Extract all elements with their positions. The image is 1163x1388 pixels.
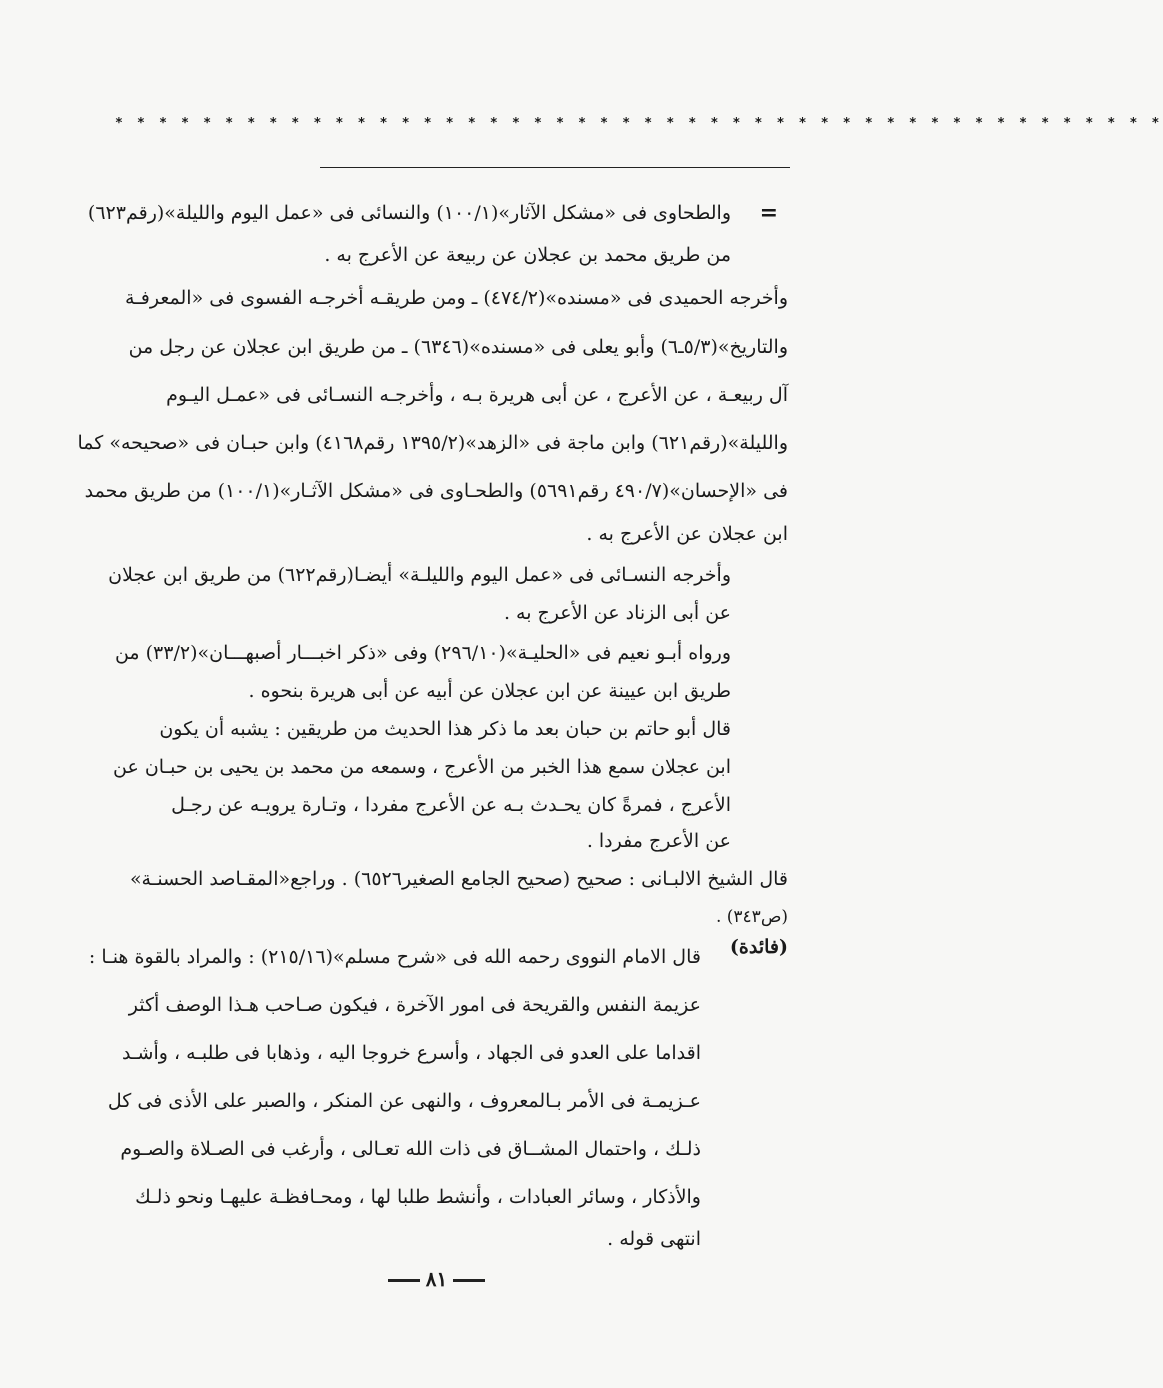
footnote-rule bbox=[320, 167, 790, 168]
text-line: عن أبى الزناد عن الأعرج به . bbox=[503, 602, 731, 624]
text-line: ابن عجلان سمع هذا الخبر من الأعرج ، وسمعه من محمد بن يحيى بن حبـان عن bbox=[112, 756, 731, 778]
text-line: والتاريخ»(٥/٣ـ٦) وأبو يعلى فى «مسنده»(٦٣٤٦) ـ من طريق ابن عجلان عن رجل من bbox=[128, 336, 788, 358]
text-line: وأخرجه النسـائى فى «عمل اليوم والليلـة» أيضـا(رقم٦٢٢) من طريق ابن عجلان bbox=[108, 564, 731, 586]
text-line: وأخرجه الحميدى فى «مسنده»(٤٧٤/٢) ـ ومن طريقـه أخرجـه الفسوى فى «المعرفـة bbox=[125, 287, 788, 309]
text-line: فى «الإحسان»(٤٩٠/٧ رقم٥٦٩١) والطحـاوى فى «مشكل الآثـار»(١٠٠/١) من طريق محمد bbox=[84, 480, 788, 502]
text-line: قال الامام النووى رحمه الله فى «شرح مسلم»(٢١٥/١٦) : والمراد بالقوة هنـا : bbox=[88, 946, 701, 968]
text-line: والطحاوى فى «مشكل الآثار»(١٠٠/١) والنسائى فى «عمل اليوم والليلة»(رقم٦٢٣) bbox=[87, 202, 731, 224]
text-line: عن الأعرج مفردا . bbox=[586, 830, 731, 852]
text-line: قال الشيخ الالبـانى : صحيح (صحيح الجامع الصغير٦٥٢٦) . وراجع«المقـاصد الحسنـة» bbox=[129, 868, 788, 890]
text-line: والأذكار ، وسائر العبادات ، وأنشط طلبا لها ، ومحـافظـة عليهـا ونحو ذلـك bbox=[135, 1186, 701, 1208]
text-line: من طريق محمد بن عجلان عن ربيعة عن الأعرج به . bbox=[324, 244, 731, 266]
text-line: الأعرج ، فمرةً كان يحـدث بـه عن الأعرج مفردا ، وتـارة يرويـه عن رجـل bbox=[171, 794, 731, 816]
star-divider: * * * * * * * * * * * * * * * * * * * * * * * * * * * * * * * * * * * * * * * * * * * * * * * * bbox=[115, 116, 1163, 131]
text-line: عزيمة النفس والقريحة فى امور الآخرة ، فيكون صـاحب هـذا الوصف أكثر bbox=[128, 994, 701, 1016]
text-line: ابن عجلان عن الأعرج به . bbox=[586, 523, 788, 545]
page-number-dash bbox=[388, 1279, 420, 1282]
text-line: قال أبو حاتم بن حبان بعد ما ذكر هذا الحديث من طريقين : يشبه أن يكون bbox=[159, 718, 731, 740]
text-line: ذلـك ، واحتمال المشــاق فى ذات الله تعـالى ، وأرغب فى الصـلاة والصـوم bbox=[120, 1138, 701, 1160]
page-number-dash bbox=[453, 1279, 485, 1282]
text-line: آل ربيعـة ، عن الأعرج ، عن أبى هريرة بـه ، وأخرجـه النسـائى فى «عمـل اليـوم bbox=[166, 384, 788, 406]
text-line: انتهى قوله . bbox=[607, 1228, 701, 1250]
text-line: طريق ابن عيينة عن ابن عجلان عن أبيه عن أبى هريرة بنحوه . bbox=[248, 680, 731, 702]
text-line: والليلة»(رقم٦٢١) وابن ماجة فى «الزهد»(١٣٩٥/٢ رقم٤١٦٨) وابن حبـان فى «صحيحه» كما bbox=[77, 432, 788, 454]
page-number bbox=[0, 1262, 873, 1296]
text-line: (ص٣٤٣) . bbox=[715, 907, 788, 927]
continuation-mark: = bbox=[759, 200, 778, 226]
text-line: ورواه أبـو نعيم فى «الحليـة»(٢٩٦/١٠) وفى «ذكر اخبـــار أصبهـــان»(٣٣/٢) من bbox=[114, 642, 731, 664]
text-line: اقداما على العدو فى الجهاد ، وأسرع خروجا اليه ، وذهابا فى طلبـه ، وأشـد bbox=[121, 1042, 701, 1064]
faida-label: (فائدة) bbox=[729, 936, 788, 958]
page-number-value: ٨١ bbox=[425, 1267, 448, 1291]
text-line: عـزيمـة فى الأمر بـالمعروف ، والنهى عن المنكر ، والصبر على الأذى فى كل bbox=[107, 1090, 701, 1112]
